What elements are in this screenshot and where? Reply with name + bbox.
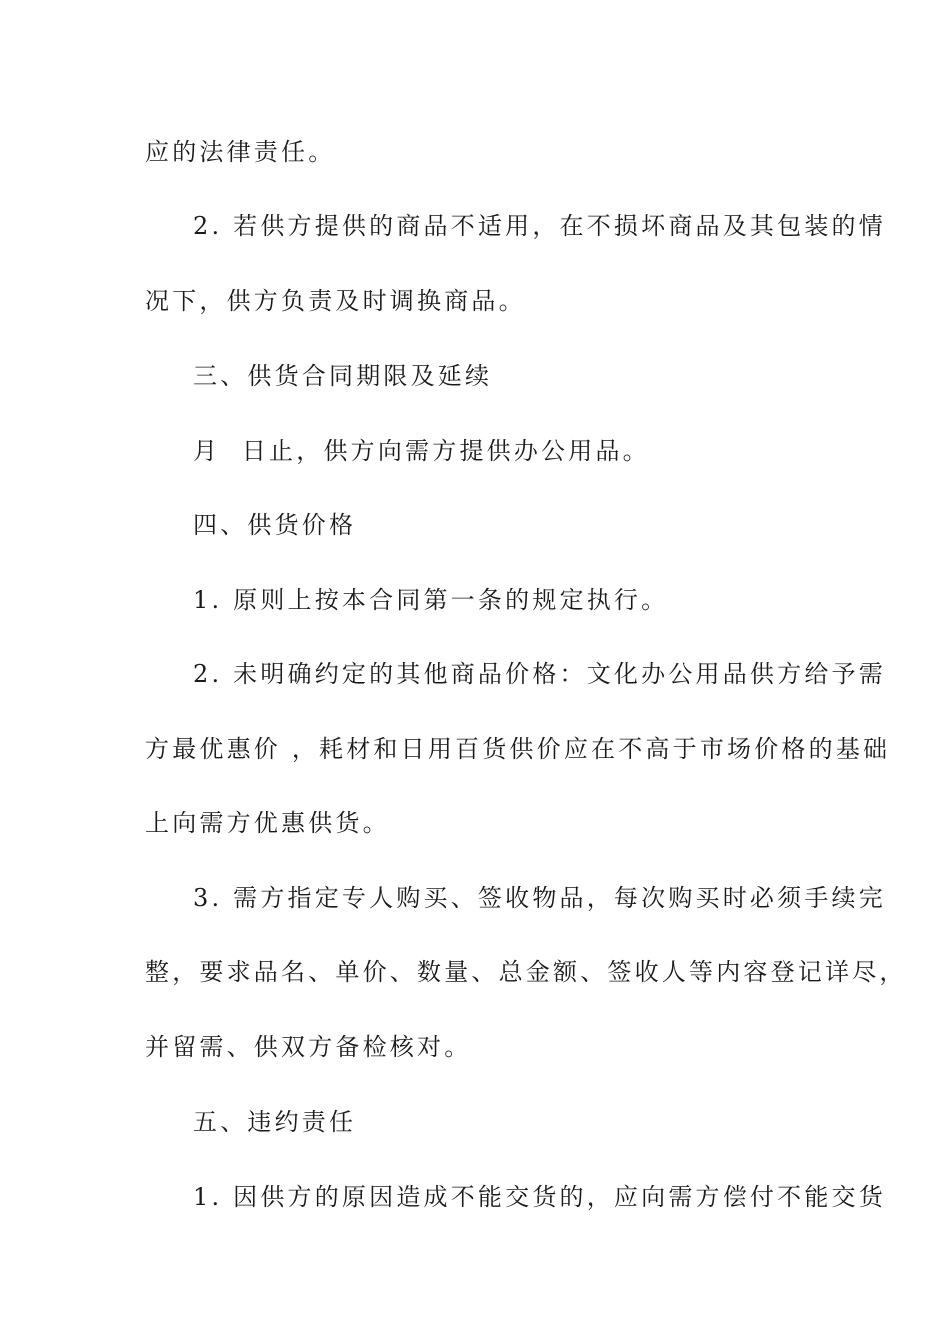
paragraph-line: 上向需方优惠供货。 (145, 809, 390, 837)
section-heading: 五、违约责任 (193, 1108, 357, 1136)
section-heading: 四、供货价格 (193, 511, 357, 539)
paragraph-line: 并留需、供双方备检核对。 (145, 1033, 472, 1061)
paragraph-line: 2. 未明确约定的其他商品价格：文化办公用品供方给予需 (193, 660, 886, 688)
paragraph-line: 1. 因供方的原因造成不能交货的，应向需方偿付不能交货 (193, 1183, 886, 1211)
paragraph-line: 应的法律责任。 (145, 138, 336, 166)
paragraph-line: 1. 原则上按本合同第一条的规定执行。 (193, 586, 669, 614)
paragraph-line: 3. 需方指定专人购买、签收物品，每次购买时必须手续完 (193, 884, 886, 912)
paragraph-line: 月 日止，供方向需方提供办公用品。 (193, 437, 650, 465)
section-heading: 三、供货合同期限及延续 (193, 362, 493, 390)
paragraph-line: 2. 若供方提供的商品不适用，在不损坏商品及其包装的情 (193, 212, 886, 240)
paragraph-line: 整，要求品名、单价、数量、总金额、签收人等内容登记详尽， (145, 958, 907, 986)
paragraph-line: 况下，供方负责及时调换商品。 (145, 287, 526, 315)
paragraph-line: 方最优惠价 ，耗材和日用百货供价应在不高于市场价格的基础 (145, 735, 891, 763)
